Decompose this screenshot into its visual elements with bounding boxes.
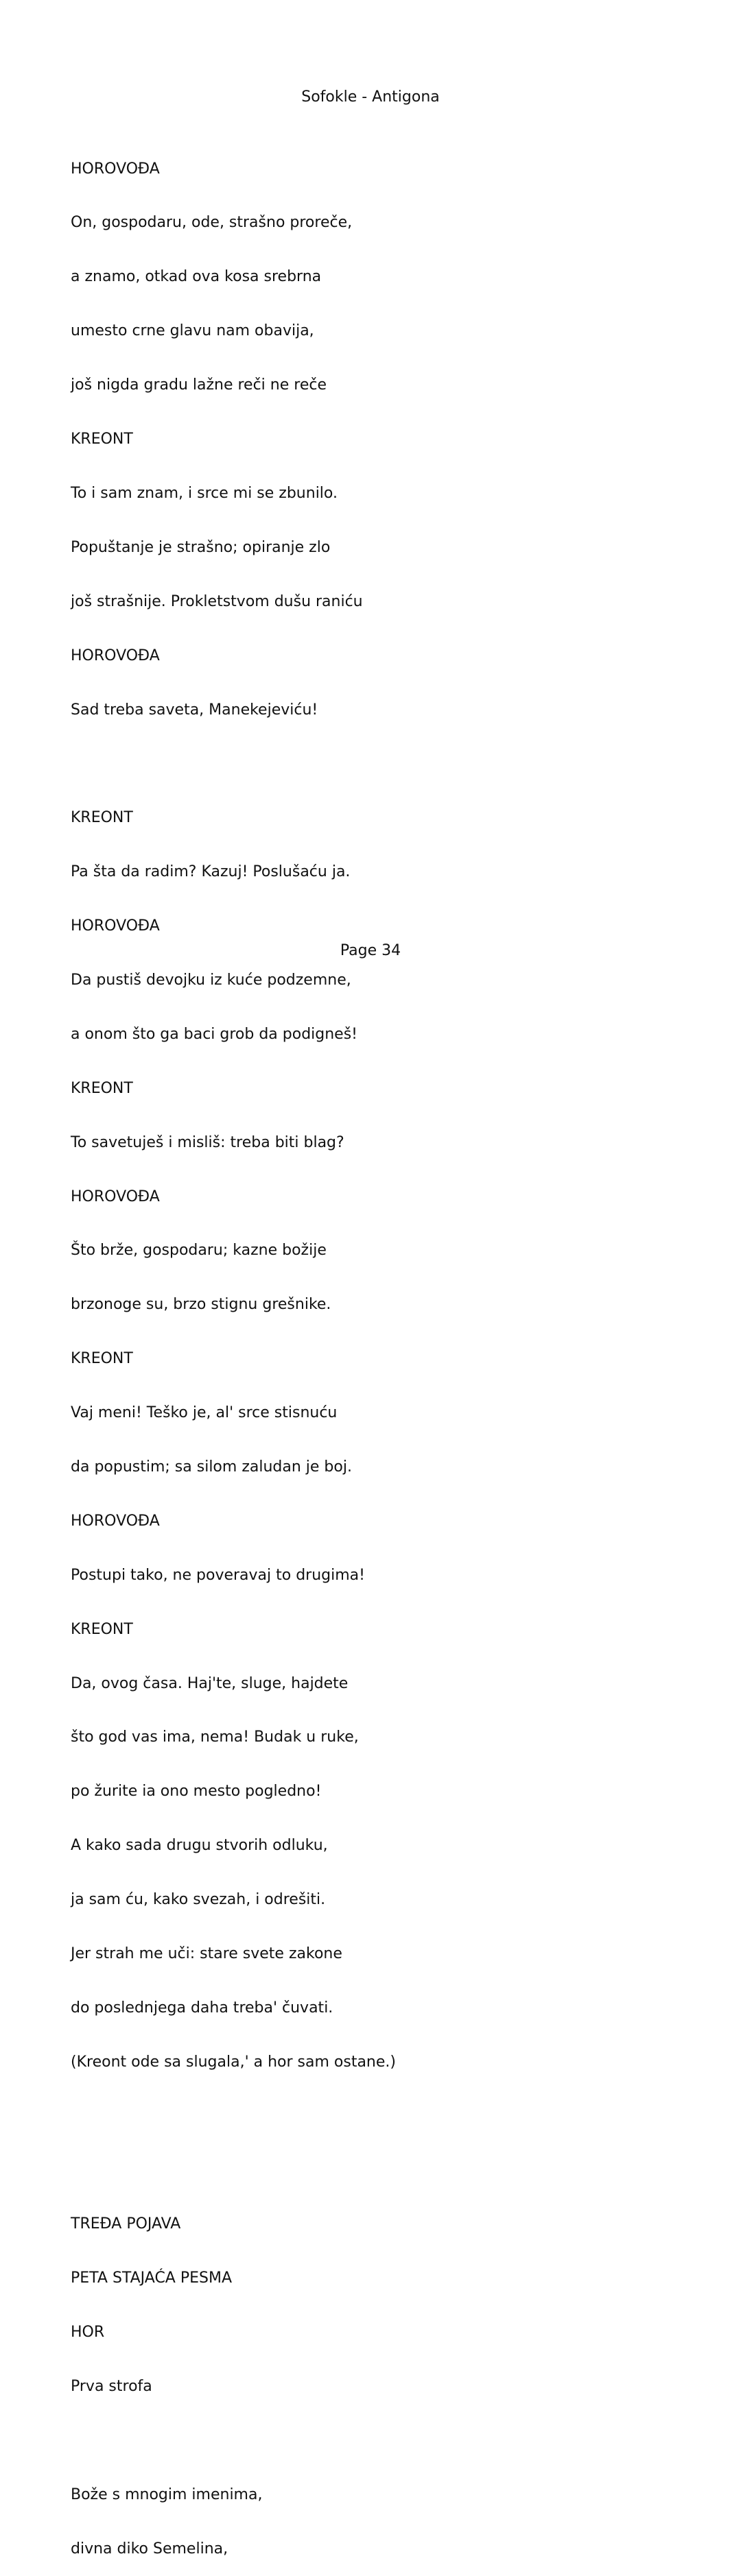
text-line: HOROVOĐA	[71, 1512, 160, 1530]
page-header: Sofokle - Antigona	[301, 88, 440, 106]
section-heading: PETA STAJAĆA PESMA	[71, 2270, 233, 2287]
text-line: To i sam znam, i srce mi se zbunilo.	[71, 484, 338, 502]
blank-line	[71, 2108, 688, 2126]
text-line: brzonoge su, brzo stignu grešnike.	[71, 1296, 331, 1314]
text-line: ja sam ću, kako svezah, i odrešiti.	[71, 1891, 326, 1909]
text-line: Da, ovog časa. Haj'te, sluge, hajdete	[71, 1674, 349, 1692]
speaker-label: HOR	[71, 2324, 105, 2342]
blank-line	[71, 755, 688, 773]
text-line: KREONT	[71, 1620, 133, 1638]
text-line: Postupi tako, ne poveravaj to drugima!	[71, 1566, 365, 1584]
text-line: Sad treba saveta, Manekejeviću!	[71, 701, 318, 719]
text-line: A kako sada drugu stvorih odluku,	[71, 1837, 328, 1855]
page-number: Page 34	[340, 942, 401, 959]
text-line: umesto crne glavu nam obavija,	[71, 322, 314, 340]
text-line: Popuštanje je strašno; opiranje zlo	[71, 538, 331, 556]
stage-direction: (Kreont ode sa slugala,' a hor sam ostane.)	[71, 2053, 396, 2071]
text-line: do poslednjega daha treba' čuvati.	[71, 1999, 333, 2017]
text-line: KREONT	[71, 1350, 133, 1368]
section-heading: TREĐA POJAVA	[71, 2215, 181, 2233]
text-line: KREONT	[71, 1079, 133, 1097]
text-line: HOROVOĐA	[71, 647, 160, 664]
text-line: po žurite ia ono mesto pogledno!	[71, 1783, 322, 1801]
text-line: Da pustiš devojku iz kuće podzemne,	[71, 971, 351, 989]
text-line: a onom što ga baci grob da podigneš!	[71, 1025, 357, 1043]
document-body	[71, 124, 688, 2576]
text-line: On, gospodaru, ode, strašno proreče,	[71, 214, 353, 232]
text-line: Vaj meni! Teško je, al' srce stisnuću	[71, 1404, 338, 1422]
text-line: još nigda gradu lažne reči ne reče	[71, 376, 327, 394]
text-line: HOROVOĐA	[71, 917, 160, 935]
blank-line	[71, 2432, 688, 2450]
text-line: KREONT	[71, 431, 133, 448]
section-heading: Prva strofa	[71, 2378, 152, 2396]
text-line: a znamo, otkad ova kosa srebrna	[71, 268, 322, 286]
text-line: što god vas ima, nema! Budak u ruke,	[71, 1729, 359, 1746]
text-line: Što brže, gospodaru; kazne božije	[71, 1242, 327, 1260]
text-line: To savetuješ i misliš: treba biti blag?	[71, 1133, 344, 1151]
text-line: HOROVOĐA	[71, 1188, 160, 1205]
text-line: HOROVOĐA	[71, 160, 160, 178]
text-line: još strašnije. Prokletstvom dušu raniću	[71, 592, 363, 610]
text-line: da popustim; sa silom zaludan je boj.	[71, 1458, 352, 1476]
blank-line	[71, 2162, 688, 2180]
text-line: Pa šta da radim? Kazuj! Poslušaću ja.	[71, 863, 351, 881]
text-line: divna diko Semelina,	[71, 2540, 228, 2557]
text-line: KREONT	[71, 809, 133, 827]
text-line: Bože s mnogim imenima,	[71, 2485, 263, 2503]
text-line: Jer strah me uči: stare svete zakone	[71, 1945, 342, 1962]
